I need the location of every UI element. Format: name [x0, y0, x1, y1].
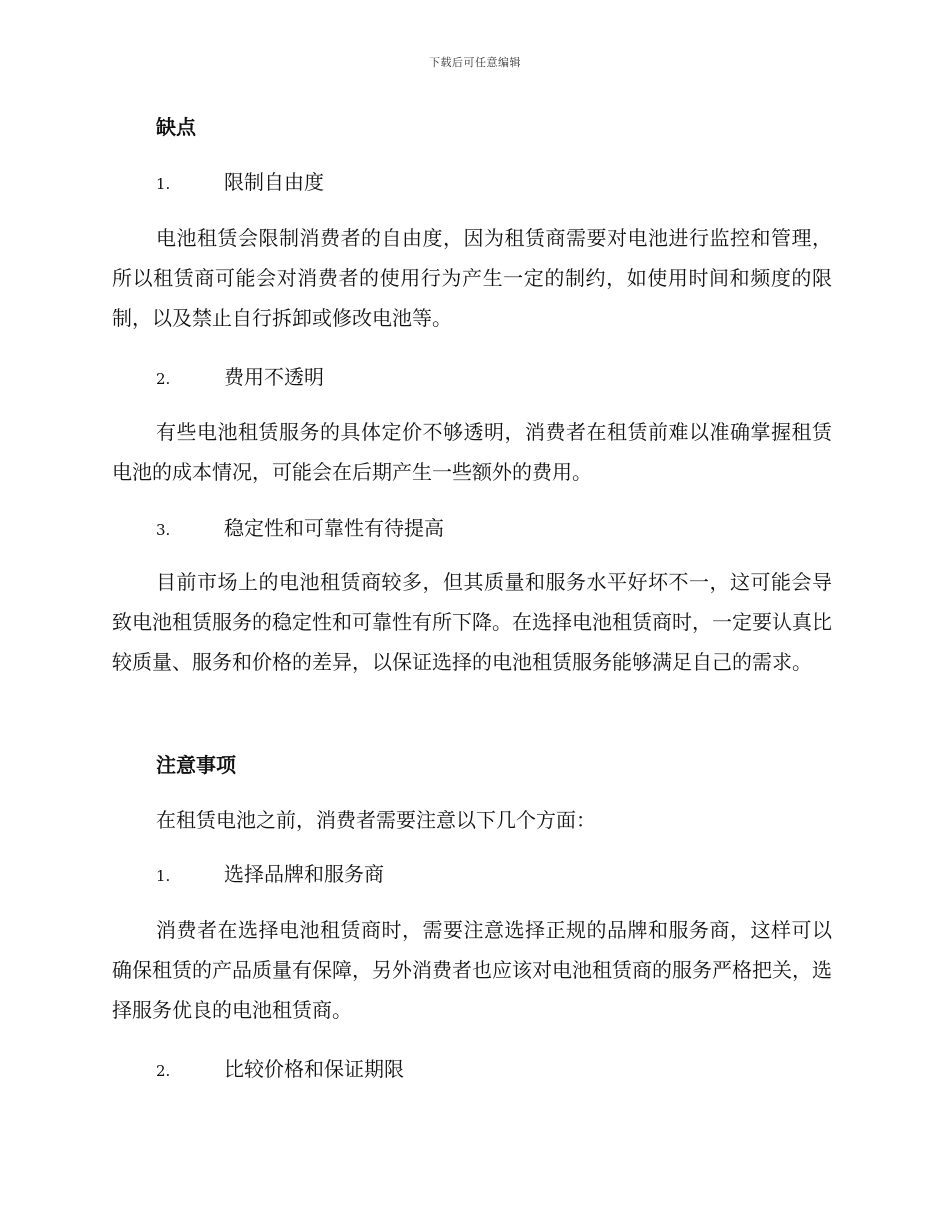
list-item-number: 1. [156, 175, 171, 193]
section-heading-disadvantages: 缺点 [156, 115, 196, 139]
list-item-number: 2. [156, 370, 171, 388]
list-item-title: 选择品牌和服务商 [224, 862, 384, 886]
intro-text: 在租赁电池之前，消费者需要注意以下几个方面： [156, 808, 596, 832]
section-heading-notes: 注意事项 [156, 753, 236, 777]
list-item-title: 稳定性和可靠性有待提高 [224, 516, 444, 540]
list-item-heading [156, 1052, 404, 1088]
list-item-number: 3. [156, 521, 171, 539]
list-item-heading [156, 511, 444, 547]
paragraph: 有些电池租赁服务的具体定价不够透明，消费者在租赁前难以准确掌握租赁电池的成本情况，可能会在后期产生一些额外的费用。 [112, 420, 832, 484]
list-item-title: 限制自由度 [224, 170, 324, 194]
list-item-title: 费用不透明 [224, 365, 324, 389]
list-item-heading [156, 360, 324, 396]
paragraph: 消费者在选择电池租赁商时，需要注意选择正规的品牌和服务商，这样可以确保租赁的产品质量有保障，另外消费者也应该对电池租赁商的服务严格把关，选择服务优良的电池租赁商。 [112, 918, 832, 1022]
paragraph: 电池租赁会限制消费者的自由度，因为租赁商需要对电池进行监控和管理，所以租赁商可能会对消费者的使用行为产生一定的制约，如使用时间和频度的限制，以及禁止自行拆卸或修改电池等。 [112, 226, 832, 330]
list-item-number: 1. [156, 867, 171, 885]
list-item-heading [156, 857, 384, 893]
list-item-number: 2. [156, 1062, 171, 1080]
list-item-title: 比较价格和保证期限 [224, 1057, 404, 1081]
header-note: 下载后可任意编辑 [429, 56, 521, 69]
list-item-heading [156, 165, 324, 201]
paragraph: 目前市场上的电池租赁商较多，但其质量和服务水平好坏不一，这可能会导致电池租赁服务的稳定性和可靠性有所下降。在选择电池租赁商时，一定要认真比较质量、服务和价格的差异，以保证选择的电池租赁服务能够满足自己的需求。 [112, 570, 832, 674]
